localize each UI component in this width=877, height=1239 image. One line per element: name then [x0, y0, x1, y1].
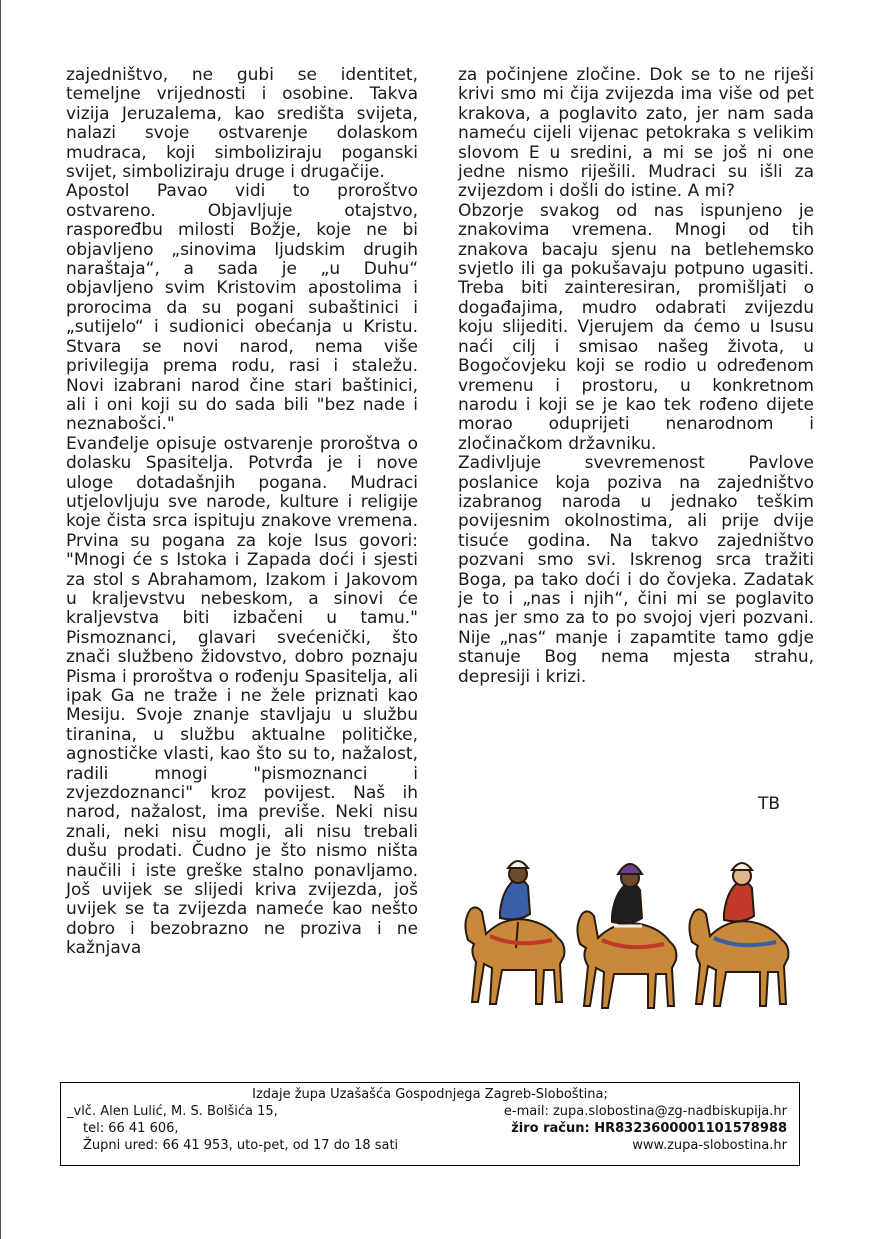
article-column-right: [458, 66, 814, 687]
bank-account-line: žiro račun: HR8323600001101578988: [511, 1121, 787, 1136]
paragraph: Evanđelje opisuje ostvarenje proroštva o dolasku Spasitelja. Potvrđa je i nove uloge dotadašnjih pogana. Mudraci utjelovljuju sve narode, kulture i religije koje čista srca ispituju znakove vremena. Prvina su pogana za koje Isus govori: "Mnogi će s Istoka i Zapada doći i sjesti za stol s Abrahamom, Izakom i Jakovom u kraljevstvu nebeskom, a sinovi će kraljevstva biti izbačeni u tamu." Pismoznanci, glavari svećenički, što znači službeno židovstvo, dobro poznaju Pisma i proroštva o rođenju Spasitelja, ali ipak Ga ne traže i ne žele priznati kao Mesiju. Svoje znanje stavljaju u službu tiranina, u službu aktualne političke, agnostičke vlasti, kao što su to, nažalost, radili mnogi "pismoznanci i zvjezdoznanci" kroz povijest. Naš ih narod, nažalost, ima previše. Neki nisu znali, neki nisu mogli, ali nisu trebali dušu prodati. Čudno je što nismo ništa naučili i iste greške stalno ponavljamo. Još uvijek se slijedi kriva zvijezda, još uvijek se ta zvijezda nameće kao nešto dobro i bezobrazno ne proziva i ne kažnjava: [66, 433, 418, 959]
email-line: e-mail: zupa.slobostina@zg-nadbiskupija.hr: [503, 1104, 787, 1119]
paragraph: zajedništvo, ne gubi se identitet, temeljne vrijednosti i osobine. Takva vizija Jeruzalema, kao središta svijeta, nalazi svoje ostvarenje dolaskom mudraca, koji simboliziraju poganski svijet, simboliziraju druge i drugačije.: [66, 65, 418, 183]
article-column-left: [66, 66, 418, 959]
paragraph: Zadivljuje svevremenost Pavlove poslanice koja poziva na zajedništvo izabranog naroda u jednako teškim povijesnim okolnostima, ali prije dvije tisuće godina. Na takvo zajedništvo pozvani smo svi. Iskrenog srca tražiti Boga, pa tako doći i do čovjeka. Zadatak je to i „nas i njih“, čini mi se poglavito nas jer smo za to po svojoj vjeri pozvani. Nije „nas“ manje i zapamtite tamo gdje stanuje Bog nema mjesta strahu, depresiji i krizi.: [458, 453, 814, 687]
address-line: _vlč. Alen Lulić, M. S. Bolšića 15,: [67, 1104, 278, 1119]
paragraph: Obzorje svakog od nas ispunjeno je znakovima vremena. Mnogi od tih znakova bacaju sjenu na betlehemsko svjetlo ili ga pokušavaju potpuno ugasiti. Treba biti zainteresiran, promišljati o događajima, mudro odabrati zvijezdu koju slijediti. Vjerujem da ćemo u Isusu naći cilj i smisao našeg života, u Bogočovjeku koji se rodio u određenom vremenu i prostoru, u konkretnom narodu i koji se je kao tek rođeno dijete morao oduprijeti nenarodnom i zločinačkom državniku.: [458, 200, 814, 454]
publisher-line: Izdaje župa Uzašašća Gospodnjega Zagreb-Sloboština;: [252, 1087, 608, 1102]
phone-line: tel: 66 41 606,: [83, 1121, 179, 1136]
website-link[interactable]: www.zupa-slobostina.hr: [632, 1138, 787, 1153]
page-edge: [0, 0, 1, 1239]
three-wise-men-on-camels-icon: [456, 852, 796, 1024]
paragraph: za počinjene zločine. Dok se to ne riješi krivi smo mi čija zvijezda ima više od pet krakova, a poglavito zato, jer nam sada nameću cijeli vijenac petokraka s velikim slovom E u sredini, a mi se još ni one jedne nismo riješili. Mudraci su išli za zvijezdom i došli do istine. A mi?: [458, 65, 814, 202]
author-signature: TB: [758, 794, 781, 814]
paragraph: Apostol Pavao vidi to proroštvo ostvareno. Objavljuje otajstvo, raspoređbu milosti Božje, koje ne bi objavljeno „sinovima ljudskim drugih naraštaja“, a sada je „u Duhu“ objavljeno svim Kristovim apostolima i prorocima da su pogani subaštinici i „sutijelo“ i sudionici obećanja u Kristu. Stvara se novi narod, nema više privilegija prema rodu, rasi i staležu. Novi izabrani narod čine stari baštinici, ali i oni koji su do sada bili "bez nade i neznabošci.": [66, 181, 418, 435]
camel-rider-2-icon: [577, 864, 676, 1008]
office-hours-line: Župni ured: 66 41 953, uto-pet, od 17 do 18 sati: [83, 1138, 399, 1153]
publisher-footer: [60, 1082, 800, 1166]
camel-rider-3-icon: [689, 863, 788, 1006]
camel-rider-1-icon: [465, 861, 564, 1004]
